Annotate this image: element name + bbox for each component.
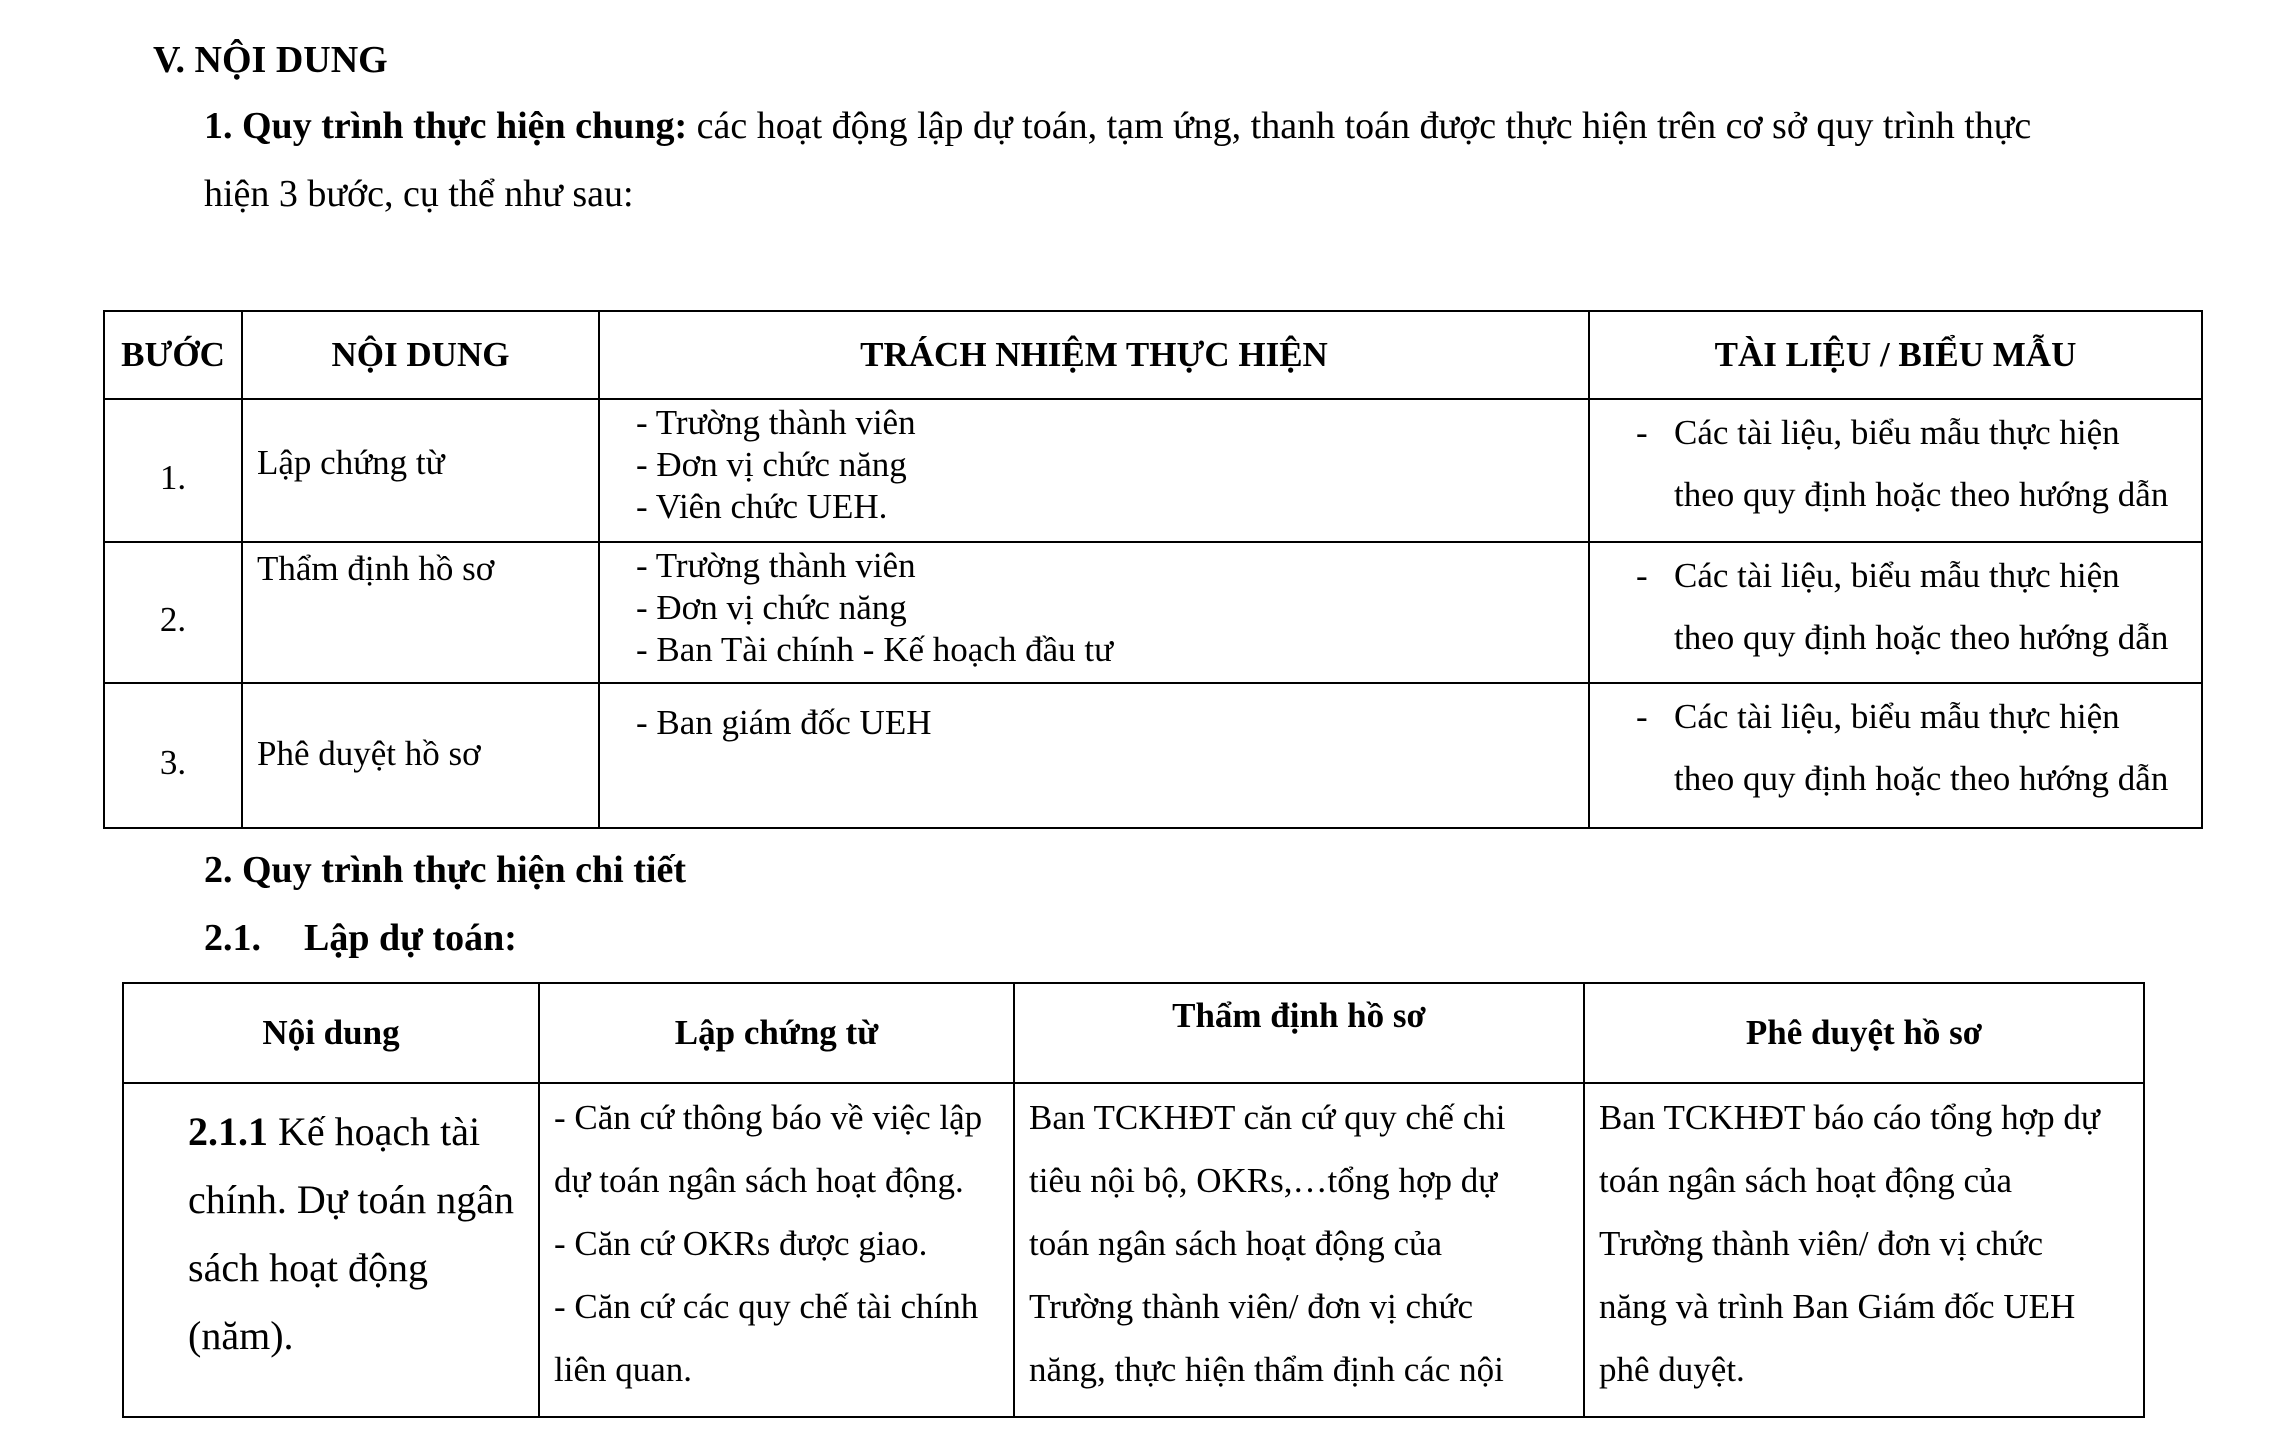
budget-tham-dinh [1014,1083,1584,1417]
step-documents [1589,399,2202,542]
table-row [123,1083,2144,1417]
resp-item: - Đơn vị chức năng [636,588,907,627]
step-number: 3. [104,683,242,828]
doc-line: - Các tài liệu, biểu mẫu thực hiện [1636,545,2201,607]
header-documents: TÀI LIỆU / BIỂU MẪU [1589,311,2202,399]
resp-item: - Trường thành viên [636,403,916,442]
table-row [104,399,2202,542]
header-noi-dung: Nội dung [123,983,539,1083]
header-lap-chung-tu: Lập chứng từ [539,983,1014,1083]
cell-line: năng và trình Ban Giám đốc UEH [1599,1287,2076,1326]
budget-content-line: sách hoạt động [188,1245,428,1290]
cell-line: Trường thành viên/ đơn vị chức [1029,1287,1474,1326]
cell-line: - Căn cứ các quy chế tài chính [554,1287,979,1326]
budget-table [122,982,2145,1418]
budget-phe-duyet [1584,1083,2144,1417]
table-row [104,683,2202,828]
cell-line: năng, thực hiện thẩm định các nội [1029,1350,1504,1389]
step-number: 1. [104,399,242,542]
header-responsibility: TRÁCH NHIỆM THỰC HIỆN [599,311,1589,399]
section-title: V. NỘI DUNG [153,39,388,81]
doc-line: theo quy định hoặc theo hướng dẫn [1674,618,2169,657]
step-content: Lập chứng từ [242,399,599,542]
budget-content-line: chính. Dự toán ngân [188,1177,515,1222]
cell-line: Ban TCKHĐT căn cứ quy chế chi [1029,1098,1506,1137]
doc-line: theo quy định hoặc theo hướng dẫn [1674,759,2169,798]
budget-lap-chung-tu [539,1083,1014,1417]
cell-line: phê duyệt. [1599,1350,1745,1389]
step-responsibility [599,542,1589,683]
header-step: BƯỚC [104,311,242,399]
subheading-budget [204,916,517,960]
cell-line: toán ngân sách hoạt động của [1599,1161,2013,1200]
step-content: Phê duyệt hồ sơ [242,683,599,828]
header-phe-duyet: Phê duyệt hồ sơ [1584,983,2144,1083]
cell-line: toán ngân sách hoạt động của [1029,1224,1443,1263]
table-row [104,542,2202,683]
cell-line: tiêu nội bộ, OKRs,…tổng hợp dự [1029,1161,1498,1200]
resp-item: - Trường thành viên [636,546,916,585]
subheading-text: Lập dự toán: [304,917,517,959]
intro-paragraph-line2: hiện 3 bước, cụ thể như sau: [204,173,634,215]
cell-line: dự toán ngân sách hoạt động. [554,1161,964,1200]
resp-item: - Ban giám đốc UEH [636,703,932,742]
cell-line: Ban TCKHĐT báo cáo tổng hợp dự [1599,1098,2100,1137]
resp-item: - Ban Tài chính - Kế hoạch đầu tư [636,630,1114,669]
table-header-row [104,311,2202,399]
header-content: NỘI DUNG [242,311,599,399]
step-documents [1589,683,2202,828]
step-responsibility [599,683,1589,828]
table-header-row [123,983,2144,1083]
budget-content-line [188,1098,538,1166]
doc-line: - Các tài liệu, biểu mẫu thực hiện [1636,686,2201,748]
resp-item: - Viên chức UEH. [636,487,888,526]
step-content: Thẩm định hồ sơ [242,542,599,683]
doc-line: - Các tài liệu, biểu mẫu thực hiện [1636,402,2201,464]
budget-item-number: 2.1.1 [188,1109,268,1154]
intro-paragraph [204,104,2031,148]
subheading-number: 2.1. [204,917,261,959]
resp-item: - Đơn vị chức năng [636,445,907,484]
intro-text: các hoạt động lập dự toán, tạm ứng, thanh toán được thực hiện trên cơ sở quy trình thực [687,105,2032,147]
step-number: 2. [104,542,242,683]
cell-line: Trường thành viên/ đơn vị chức [1599,1224,2044,1263]
doc-line: theo quy định hoặc theo hướng dẫn [1674,475,2169,514]
detail-heading: 2. Quy trình thực hiện chi tiết [204,849,686,891]
intro-bold: 1. Quy trình thực hiện chung: [204,105,688,147]
header-tham-dinh: Thẩm định hồ sơ [1014,983,1584,1083]
step-responsibility [599,399,1589,542]
process-steps-table [103,310,2203,829]
step-documents [1589,542,2202,683]
cell-line: liên quan. [554,1350,693,1389]
cell-line: - Căn cứ OKRs được giao. [554,1224,928,1263]
budget-content [123,1083,539,1417]
cell-line: - Căn cứ thông báo về việc lập [554,1098,983,1137]
budget-content-text: Kế hoạch tài [268,1109,481,1154]
budget-content-line: (năm). [188,1313,294,1358]
